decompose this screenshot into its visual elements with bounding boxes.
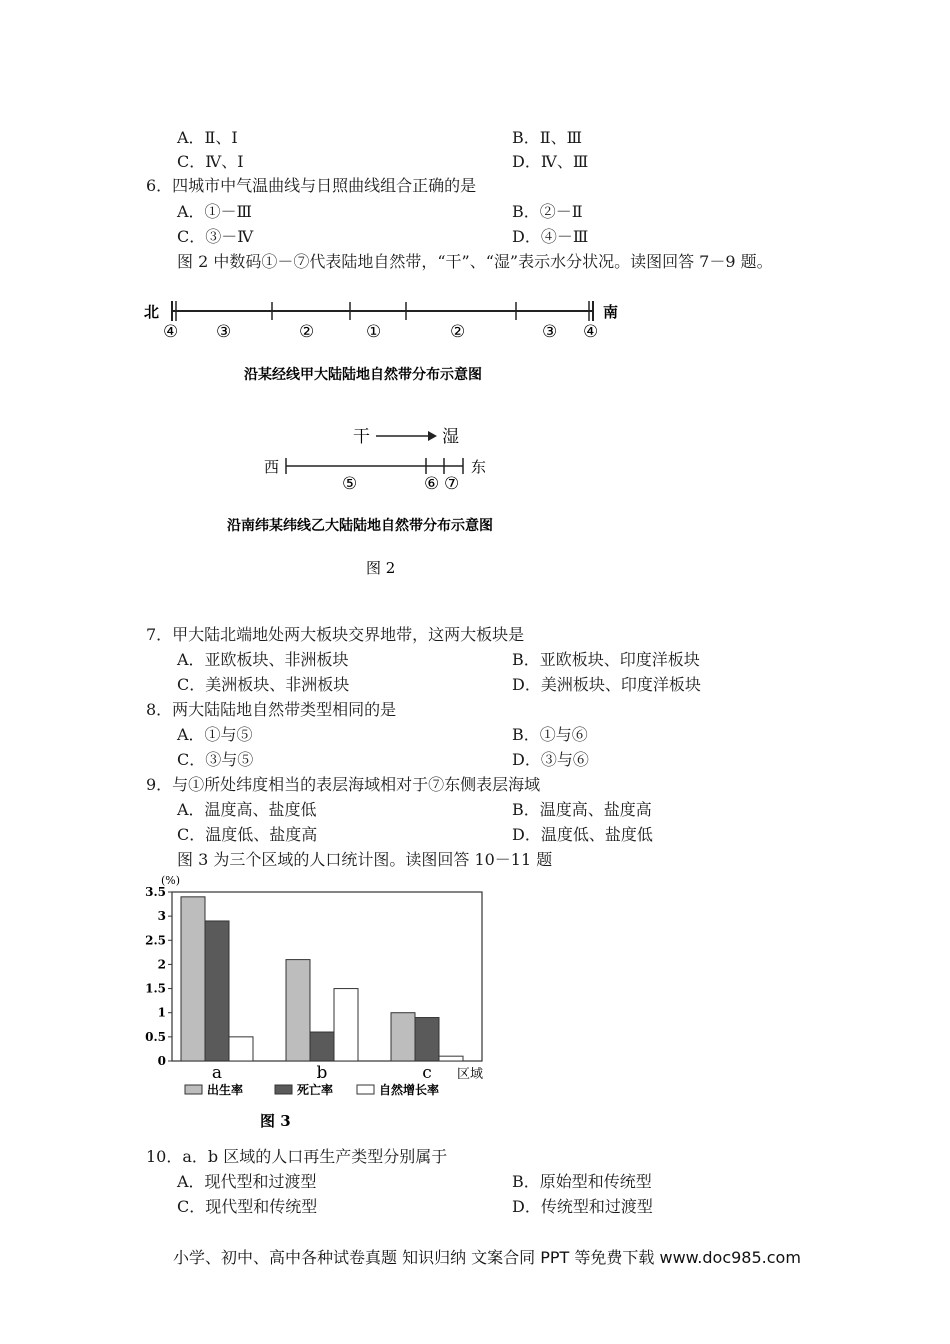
y-tick-label: 3 [157, 909, 166, 924]
fig2-caption-bottom: 沿南纬某纬线乙大陆陆地自然带分布示意图 [227, 518, 493, 534]
q8-option-c: C．③与⑤ [177, 750, 254, 769]
zone-top-7: ④ [583, 322, 599, 342]
bar-a-1 [181, 897, 205, 1061]
figure-3-chart [135, 870, 495, 1135]
legend-swatch-1 [185, 1085, 202, 1094]
fig2-label: 图 2 [366, 559, 396, 577]
q6-option-c: C．③－Ⅳ [177, 227, 254, 246]
x-category-label: a [211, 1063, 223, 1083]
zone-top-3: ② [299, 322, 315, 342]
x-category-label: c [422, 1063, 432, 1083]
y-tick-label: 3.5 [145, 885, 166, 899]
q5-option-c: C．Ⅳ、Ⅰ [177, 152, 244, 171]
q10-stem: 10．a．b 区域的人口再生产类型分别属于 [146, 1147, 448, 1166]
dry-label: 干 [353, 427, 370, 447]
q8-option-b: B．①与⑥ [512, 725, 588, 744]
zone-top-1: ④ [163, 322, 179, 342]
q6-option-d: D．④－Ⅲ [512, 227, 589, 246]
north-label: 北 [144, 303, 160, 321]
q10-option-a: A．现代型和过渡型 [177, 1172, 317, 1191]
west-label: 西 [264, 458, 280, 476]
q7-option-b: B．亚欧板块、印度洋板块 [512, 650, 700, 669]
y-tick-label: 0 [157, 1054, 166, 1068]
x-axis-label: 区域 [457, 1067, 484, 1082]
legend-swatch-3 [357, 1085, 374, 1094]
figure-2 [130, 290, 650, 590]
q10-option-c: C．现代型和传统型 [177, 1197, 318, 1216]
q9-option-d: D．温度低、盐度低 [512, 825, 653, 844]
south-label: 南 [603, 303, 619, 321]
east-label: 东 [471, 458, 487, 476]
q9-option-a: A．温度高、盐度低 [177, 800, 317, 819]
zone-bottom-6: ⑥ [424, 474, 440, 494]
q9-option-c: C．温度低、盐度高 [177, 825, 318, 844]
q10-option-b: B．原始型和传统型 [512, 1172, 652, 1191]
bar-b-1 [286, 960, 310, 1061]
q7-option-a: A．亚欧板块、非洲板块 [177, 650, 349, 669]
q10-option-d: D．传统型和过渡型 [512, 1197, 653, 1216]
q5-option-d: D．Ⅳ、Ⅲ [512, 152, 589, 171]
footer-text: 小学、初中、高中各种试卷真题 知识归纳 文案合同 PPT 等免费下载 www.doc985.com [173, 1248, 801, 1267]
zone-bottom-5: ⑤ [342, 474, 358, 494]
q8-option-a: A．①与⑤ [177, 725, 253, 744]
legend-label-2: 死亡率 [297, 1083, 334, 1097]
zone-bottom-7: ⑦ [444, 474, 460, 494]
q6-option-b: B．②－Ⅱ [512, 202, 583, 221]
bar-c-2 [415, 1018, 439, 1061]
q8-stem: 8．两大陆陆地自然带类型相同的是 [146, 700, 397, 719]
q8-option-d: D．③与⑥ [512, 750, 589, 769]
zone-top-6: ③ [542, 322, 558, 342]
bar-c-3 [439, 1056, 463, 1061]
y-axis-unit: (%) [161, 874, 181, 887]
q6-stem: 6．四城市中气温曲线与日照曲线组合正确的是 [146, 176, 477, 195]
bar-a-2 [205, 921, 229, 1061]
q9-stem: 9．与①所处纬度相当的表层海域相对于⑦东侧表层海域 [146, 775, 541, 794]
zone-top-2: ③ [216, 322, 232, 342]
q7-option-d: D．美洲板块、印度洋板块 [512, 675, 701, 694]
zone-top-5: ② [450, 322, 466, 342]
q5-option-b: B．Ⅱ、Ⅲ [512, 128, 583, 147]
zone-top-4: ① [366, 322, 382, 342]
fig2-caption-top: 沿某经线甲大陆陆地自然带分布示意图 [244, 367, 482, 383]
x-category-label: b [316, 1063, 328, 1083]
y-tick-label: 2 [157, 957, 166, 972]
q7-stem: 7．甲大陆北端地处两大板块交界地带，这两大板块是 [146, 625, 525, 644]
bar-b-3 [334, 989, 358, 1061]
bar-b-2 [310, 1032, 334, 1061]
legend-swatch-2 [275, 1085, 292, 1094]
bar-c-1 [391, 1013, 415, 1061]
q6-option-a: A．①－Ⅲ [177, 202, 252, 221]
y-tick-label: 1 [157, 1005, 166, 1020]
fig3-intro: 图 3 为三个区域的人口统计图。读图回答 10－11 题 [177, 850, 553, 869]
y-tick-label: 0.5 [145, 1029, 166, 1044]
y-tick-label: 1.5 [145, 981, 166, 996]
bar-a-3 [229, 1037, 253, 1061]
legend-label-1: 出生率 [207, 1083, 244, 1097]
legend-label-3: 自然增长率 [379, 1083, 440, 1097]
chart-title: 图 3 [260, 1112, 291, 1130]
q5-option-a: A．Ⅱ、Ⅰ [177, 128, 238, 147]
y-tick-label: 2.5 [145, 933, 166, 948]
fig2-intro: 图 2 中数码①－⑦代表陆地自然带，“干”、“湿”表示水分状况。读图回答 7－9 题。 [177, 252, 773, 271]
q9-option-b: B．温度高、盐度高 [512, 800, 652, 819]
wet-label: 湿 [442, 427, 459, 447]
q7-option-c: C．美洲板块、非洲板块 [177, 675, 350, 694]
